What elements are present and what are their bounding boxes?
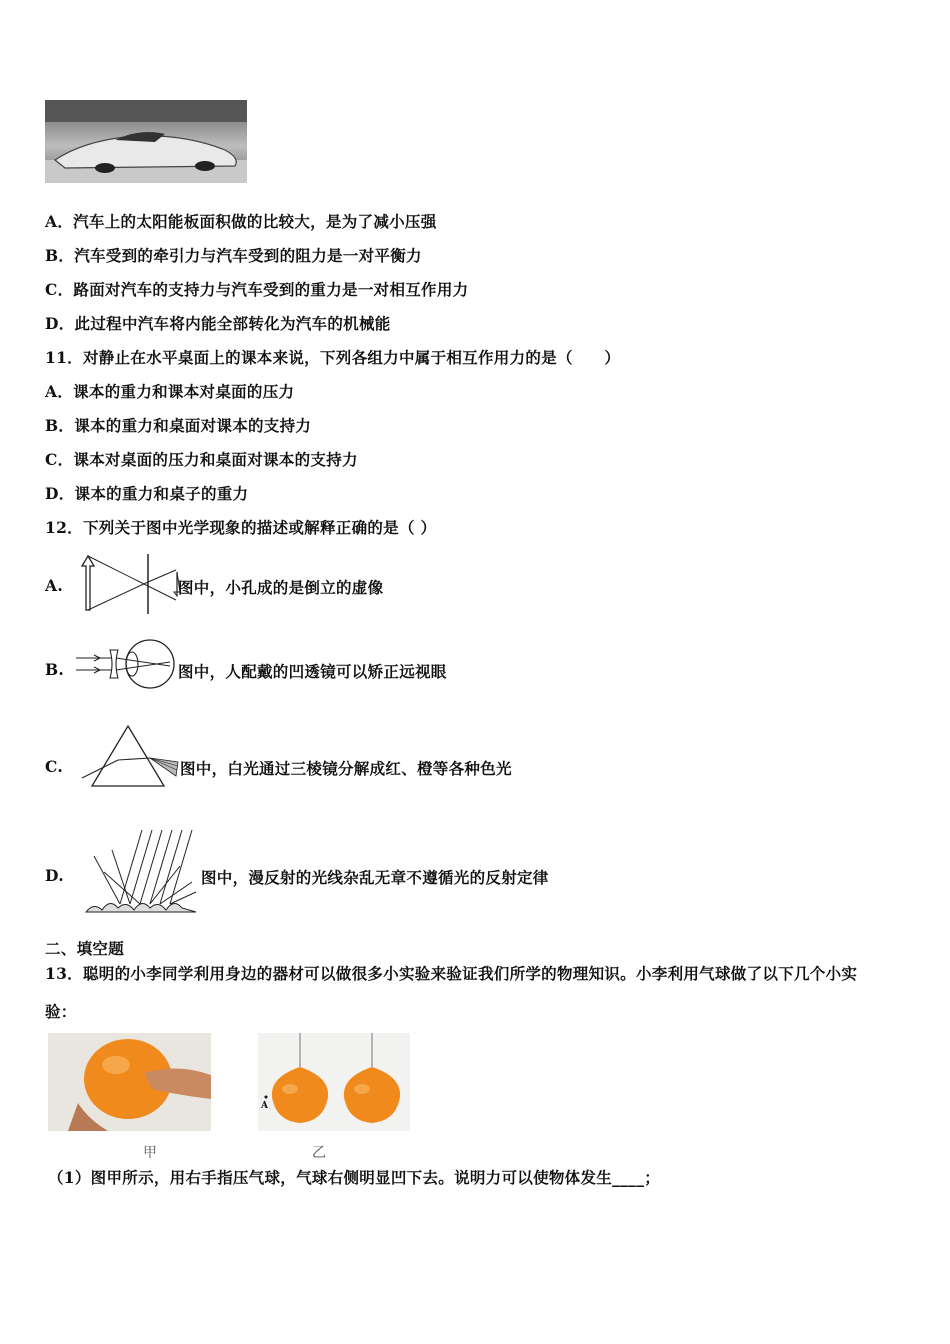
hanging-balloons-photo: [258, 1033, 410, 1131]
q10-option-d: D．此过程中汽车将内能全部转化为汽车的机械能: [45, 314, 391, 333]
q12-stem: 12．下列关于图中光学现象的描述或解释正确的是（ ）: [45, 518, 437, 537]
q11-option-d: D．课本的重力和桌子的重力: [45, 484, 249, 503]
q11-option-a: A．课本的重力和课本对桌面的压力: [45, 382, 295, 401]
q12-option-a-letter: A.: [45, 576, 64, 595]
solar-car-photo: [45, 100, 247, 183]
q12-option-d-letter: D.: [45, 866, 64, 885]
q10-option-c: C．路面对汽车的支持力与汽车受到的重力是一对相互作用力: [45, 280, 469, 299]
q12-option-a-text: 图中，小孔成的是倒立的虚像: [178, 578, 384, 597]
q13-stem-line1: 13．聪明的小李同学利用身边的器材可以做很多小实验来验证我们所学的物理知识。小李利用气球做了以下几个小实: [45, 964, 858, 983]
diffuse-reflection-diagram: [84, 826, 200, 914]
q11-stem: 11．对静止在水平桌面上的课本来说，下列各组力中属于相互作用力的是（ ）: [45, 348, 621, 367]
balloon-press-photo: [48, 1033, 211, 1131]
caption-left: 甲: [143, 1145, 157, 1161]
q12-option-d-text: 图中，漫反射的光线杂乱无章不遵循光的反射定律: [201, 868, 549, 887]
q10-option-a: A．汽车上的太阳能板面积做的比较大，是为了减小压强: [45, 212, 437, 231]
q13-sub1: （1）图甲所示，用右手指压气球，气球右侧明显凹下去。说明力可以使物体发生____；: [48, 1168, 661, 1187]
section-title-fill-blank: 二、填空题: [45, 939, 125, 958]
q12-option-b-letter: B.: [45, 660, 65, 679]
q10-option-b: B．汽车受到的牵引力与汽车受到的阻力是一对平衡力: [45, 246, 422, 265]
caption-right: 乙: [312, 1145, 326, 1161]
eye-lens-diagram: [74, 636, 178, 692]
q12-option-c-letter: C.: [45, 757, 64, 776]
point-label-a: A: [261, 1101, 268, 1111]
q11-option-b: B．课本的重力和桌面对课本的支持力: [45, 416, 312, 435]
q13-stem-line2: 验：: [45, 1002, 77, 1021]
pinhole-diagram: [74, 552, 184, 616]
prism-diagram: [78, 722, 182, 796]
q12-option-c-text: 图中，白光通过三棱镜分解成红、橙等各种色光: [180, 759, 512, 778]
q12-option-b-text: 图中，人配戴的凹透镜可以矫正远视眼: [178, 662, 447, 681]
q11-option-c: C．课本对桌面的压力和桌面对课本的支持力: [45, 450, 358, 469]
